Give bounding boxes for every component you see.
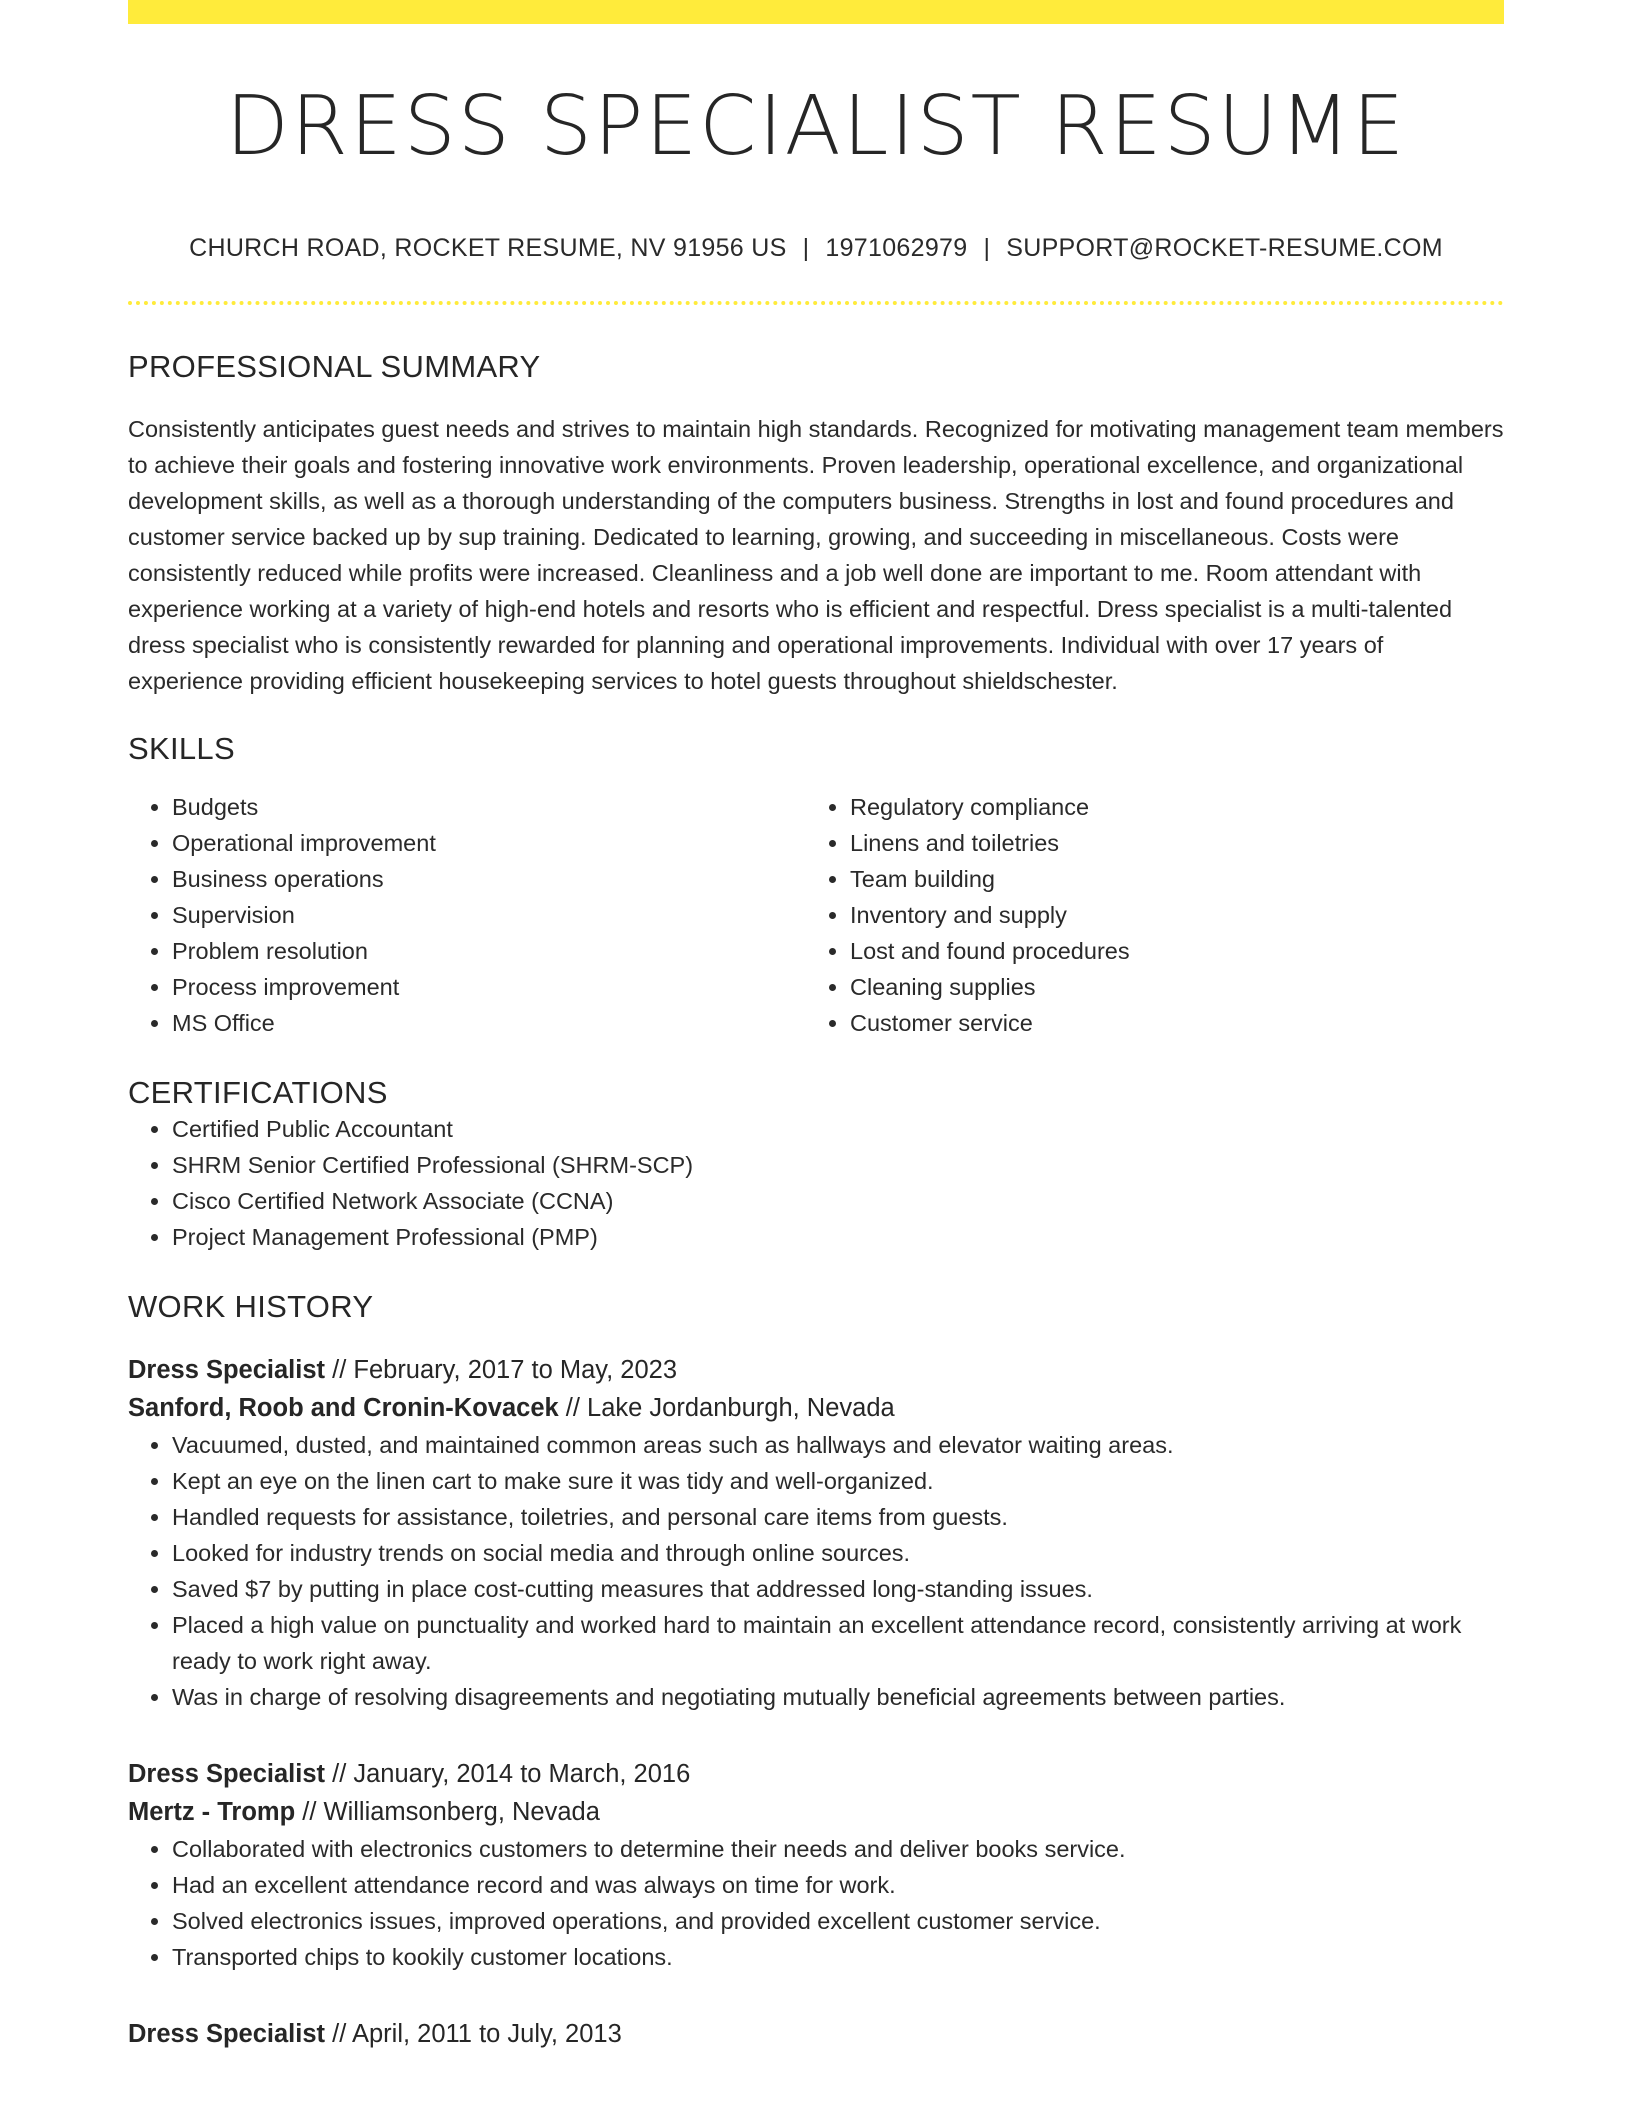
certification-item: • Cisco Certified Network Associate (CCNA) bbox=[172, 1183, 1504, 1219]
job-entry bbox=[128, 1755, 1504, 1975]
job-title: Dress Specialist bbox=[128, 1356, 326, 1385]
skill-item: • Lost and found procedures bbox=[850, 933, 1484, 969]
job-duty: • Kept an eye on the linen cart to make sure it was tidy and well-organized. bbox=[172, 1463, 1504, 1499]
job-location: // Lake Jordanburgh, Nevada bbox=[565, 1394, 895, 1423]
skill-item: • Operational improvement bbox=[172, 825, 806, 861]
skill-item: • Cleaning supplies bbox=[850, 969, 1484, 1005]
job-entry bbox=[128, 1351, 1504, 1715]
skills-list-left bbox=[128, 789, 806, 1041]
contact-email: SUPPORT@ROCKET-RESUME.COM bbox=[1006, 234, 1443, 263]
skill-item: • Supervision bbox=[172, 897, 806, 933]
skill-item: • Budgets bbox=[172, 789, 806, 825]
job-duties-list bbox=[128, 1831, 1504, 1975]
job-duty: • Handled requests for assistance, toiletries, and personal care items from guests. bbox=[172, 1499, 1504, 1535]
job-duty: • Transported chips to kookily customer locations. bbox=[172, 1939, 1504, 1975]
skill-item: • Linens and toiletries bbox=[850, 825, 1484, 861]
contact-separator: | bbox=[983, 234, 991, 263]
certification-item: • Certified Public Accountant bbox=[172, 1111, 1504, 1147]
summary-heading: PROFESSIONAL SUMMARY bbox=[128, 349, 541, 385]
job-title: Dress Specialist bbox=[128, 1760, 326, 1789]
job-duty: • Collaborated with electronics customers to determine their needs and deliver books service. bbox=[172, 1831, 1504, 1867]
skill-item: • Customer service bbox=[850, 1005, 1484, 1041]
job-company: Sanford, Roob and Cronin-Kovacek bbox=[128, 1394, 559, 1423]
job-duty: • Placed a high value on punctuality and worked hard to maintain an excellent attendance record, consistently arriving at work ready to work right away. bbox=[172, 1607, 1504, 1679]
job-title: Dress Specialist bbox=[128, 2020, 326, 2049]
job-duty: • Vacuumed, dusted, and maintained common areas such as hallways and elevator waiting areas. bbox=[172, 1427, 1504, 1463]
job-company-line bbox=[128, 1389, 1504, 1427]
skills-heading: SKILLS bbox=[128, 731, 235, 767]
job-duty: • Looked for industry trends on social media and through online sources. bbox=[172, 1535, 1504, 1571]
job-title-line bbox=[128, 1351, 1504, 1389]
certifications-list bbox=[128, 1111, 1504, 1255]
certification-item: • SHRM Senior Certified Professional (SHRM-SCP) bbox=[172, 1147, 1504, 1183]
accent-bar bbox=[128, 0, 1504, 24]
job-location: // Williamsonberg, Nevada bbox=[302, 1798, 600, 1827]
dotted-divider bbox=[128, 301, 1504, 305]
skill-item: • Team building bbox=[850, 861, 1484, 897]
certifications-heading: CERTIFICATIONS bbox=[128, 1075, 388, 1111]
job-dates: // February, 2017 to May, 2023 bbox=[332, 1356, 678, 1385]
job-duty: • Had an excellent attendance record and was always on time for work. bbox=[172, 1867, 1504, 1903]
resume-title: DRESS SPECIALIST RESUME bbox=[225, 79, 1407, 174]
job-title-line bbox=[128, 2015, 1504, 2053]
job-entry bbox=[128, 2015, 1504, 2053]
skill-item: • Business operations bbox=[172, 861, 806, 897]
job-duty: • Solved electronics issues, improved operations, and provided excellent customer service. bbox=[172, 1903, 1504, 1939]
skill-item: • Problem resolution bbox=[172, 933, 806, 969]
job-duty: • Was in charge of resolving disagreements and negotiating mutually beneficial agreements between parties. bbox=[172, 1679, 1504, 1715]
contact-separator: | bbox=[802, 234, 810, 263]
work-history-heading: WORK HISTORY bbox=[128, 1289, 374, 1325]
job-company-line bbox=[128, 1793, 1504, 1831]
skill-item: • Regulatory compliance bbox=[850, 789, 1484, 825]
job-duties-list bbox=[128, 1427, 1504, 1715]
skill-item: • MS Office bbox=[172, 1005, 806, 1041]
resume-page bbox=[128, 0, 1504, 2053]
contact-line bbox=[128, 234, 1504, 263]
skill-item: • Inventory and supply bbox=[850, 897, 1484, 933]
job-dates: // April, 2011 to July, 2013 bbox=[332, 2020, 622, 2049]
contact-address: CHURCH ROAD, ROCKET RESUME, NV 91956 US bbox=[189, 234, 787, 263]
skills-column-right bbox=[806, 789, 1484, 1041]
certification-item: • Project Management Professional (PMP) bbox=[172, 1219, 1504, 1255]
skills-grid bbox=[128, 789, 1504, 1041]
summary-text: Consistently anticipates guest needs and strives to maintain high standards. Recognized for motivating management team members to achieve their goals and fostering innovative work environments. Proven leadership, operational excellence, and organizational development skills, as well as a thorough understanding of the computers business. Strengths in lost and found procedures and customer service backed up by sup training. Dedicated to learning, growing, and succeeding in miscellaneous. Costs were consistently reduced while profits were increased. Cleanliness and a job well done are important to me. Room attendant with experience working at a variety of high-end hotels and resorts who is efficient and respectful. Dress specialist is a multi-talented dress specialist who is consistently rewarded for planning and operational improvements. Individual with over 17 years of experience providing efficient housekeeping services to hotel guests throughout shieldschester. bbox=[128, 416, 1504, 695]
job-title-line bbox=[128, 1755, 1504, 1793]
contact-phone: 1971062979 bbox=[825, 234, 968, 263]
skills-column-left bbox=[128, 789, 806, 1041]
job-duty: • Saved $7 by putting in place cost-cutting measures that addressed long-standing issues. bbox=[172, 1571, 1504, 1607]
skill-item: • Process improvement bbox=[172, 969, 806, 1005]
job-company: Mertz - Tromp bbox=[128, 1798, 296, 1827]
job-dates: // January, 2014 to March, 2016 bbox=[332, 1760, 691, 1789]
skills-list-right bbox=[806, 789, 1484, 1041]
